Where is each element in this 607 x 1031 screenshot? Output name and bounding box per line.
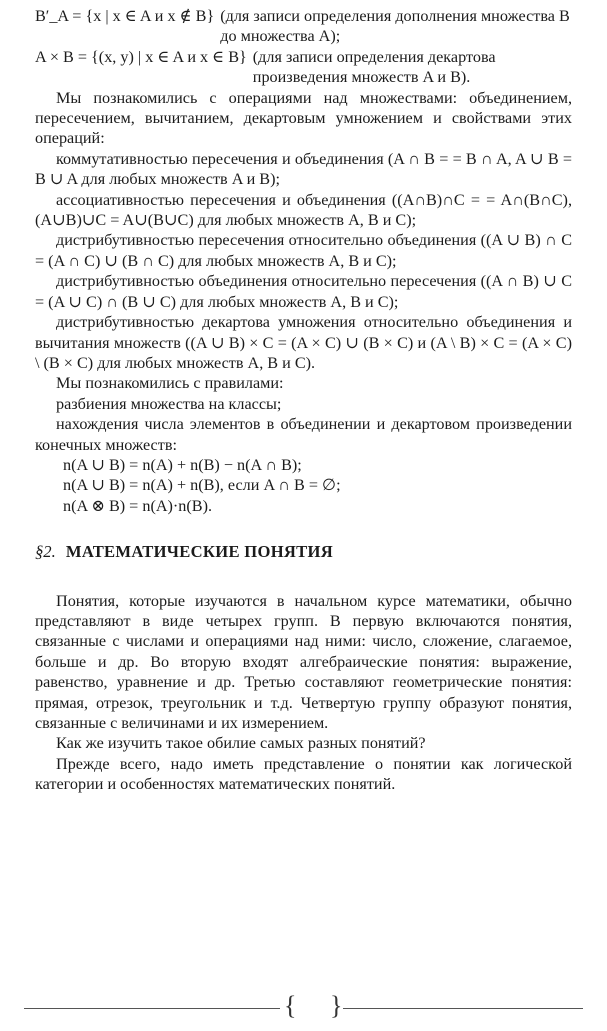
footer-right-brace: } (330, 991, 343, 1020)
formula-complement: B′_A = {x | x ∈ A и x ∉ B} (35, 7, 215, 25)
section-heading (35, 542, 572, 562)
property-distributivity-cartesian: дистрибутивностью декартова умножения относительно объединения и вычитания множеств ((A ∪ B) × C = (A × C) ∪ (B × C) и (A \ B) × C = (A × C) \ (B × C) для любых множеств A, B и C). (35, 313, 572, 372)
page-content (35, 6, 572, 795)
page-footer (0, 991, 607, 1031)
definition-complement (35, 6, 572, 47)
paragraph-concept-groups: Понятия, которые изучаются в начальном курсе математики, обычно представляют в виде четырех групп. В первую включаются понятия, связанные с числами и операциями над ними: число, сложение, слагаемое, больше и др. Во вторую входят алгебраические понятия: выражение, равенство, уравнение и др. Третью составляют геометрические понятия: прямая, отрезок, треугольник и т.д. Четвертую группу образуют понятия, связанные с величинами и их измерением. (35, 591, 572, 732)
property-commutativity: коммутативностью пересечения и объединения (A ∩ B = = B ∩ A, A ∪ B = B ∪ A для любых множеств A и B); (35, 149, 572, 189)
property-distributivity-union: дистрибутивностью объединения относительно пересечения ((A ∩ B) ∪ C = (A ∪ C) ∩ (B ∪ C) для любых множеств A, B и C); (35, 272, 572, 311)
footer-rule-left (24, 1008, 280, 1009)
note-complement: (для записи определения дополнения множества B до множества A); (220, 7, 570, 46)
formula-cartesian: A × B = {(x, y) | x ∈ A и x ∈ B} (35, 47, 247, 66)
formula-product-count: n(A ⊗ B) = n(A)·n(B). (63, 496, 213, 515)
paragraph-rules-intro: Мы познакомились с правилами: (56, 374, 284, 393)
formula-union-count: n(A ∪ B) = n(A) + n(B) − n(A ∩ B); (63, 455, 302, 474)
paragraph-operations-intro: Мы познакомились с операциями над множествами: объединением, пересечением, вычитанием, декартовым умножением и свойствами этих операций: (35, 88, 572, 148)
footer-rule-right (343, 1008, 583, 1009)
property-associativity: ассоциативностью пересечения и объединения ((A∩B)∩C = = A∩(B∩C), (A∪B)∪C = A∪(B∪C) для любых множеств A, B и C); (35, 190, 572, 230)
rule-partition: разбиения множества на классы; (56, 394, 282, 413)
rule-counting: нахождения числа элементов в объединении и декартовом произведении конечных множеств: (35, 415, 572, 454)
paragraph-logical-category: Прежде всего, надо иметь представление о понятии как логической категории и особенностях математических понятий. (35, 754, 572, 794)
section-number: §2. (35, 542, 56, 562)
definition-cartesian (35, 47, 572, 88)
paragraph-question: Как же изучить такое обилие самых разных понятий? (56, 734, 426, 753)
footer-left-brace: { (284, 991, 297, 1020)
formula-disjoint-union-count: n(A ∪ B) = n(A) + n(B), если A ∩ B = ∅; (63, 476, 341, 495)
section-title: МАТЕМАТИЧЕСКИЕ ПОНЯТИЯ (65, 542, 334, 562)
note-cartesian: (для записи определения декартова произведения множеств A и B). (252, 47, 496, 87)
property-distributivity-intersection: дистрибутивностью пересечения относительно объединения ((A ∪ B) ∩ C = (A ∩ C) ∪ (B ∩ C) для любых множеств A, B и C); (35, 231, 572, 270)
